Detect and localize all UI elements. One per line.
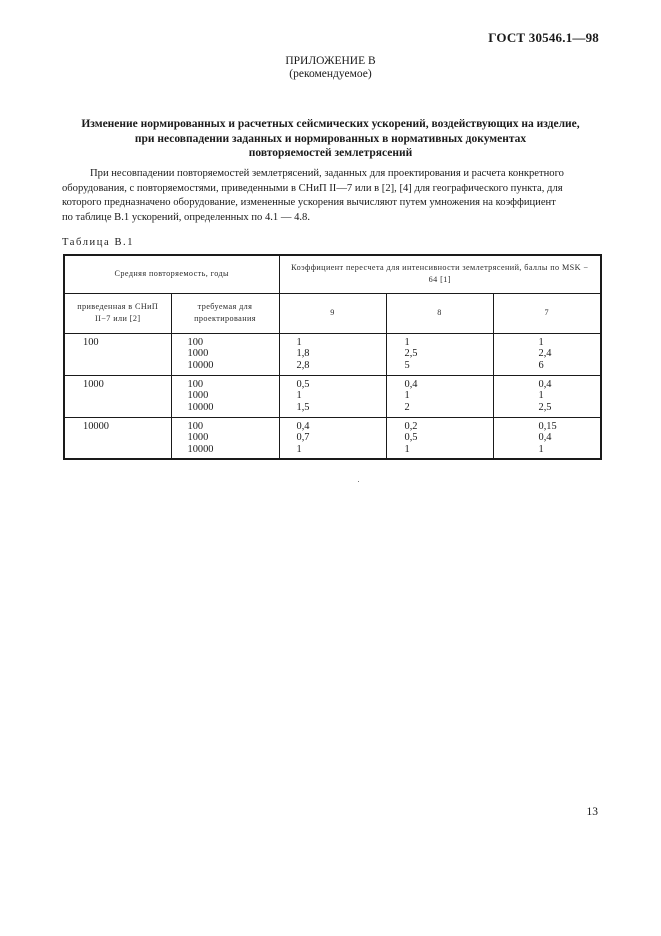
paragraph-line: При несовпадении повторяемостей землетрясений, заданных для проектирования и расчета конкретного <box>90 168 564 179</box>
cell-k9: 0,4 0,7 1 <box>279 417 386 459</box>
appendix-subtitle: (рекомендуемое) <box>289 68 372 80</box>
appendix-title: ПРИЛОЖЕНИЕ В <box>285 55 376 67</box>
cell-k9: 0,5 1 1,5 <box>279 375 386 417</box>
body-paragraph <box>62 167 602 225</box>
cell-given: 1000 <box>64 375 171 417</box>
paragraph-line: оборудования, с повторяемостями, приведенными в СНиП II—7 или в [2], [4] для географического пункта, для <box>62 182 563 194</box>
paragraph-line: по таблице В.1 ускорений, определенных по 4.1 — 4.8. <box>62 211 310 223</box>
header-intensity-9: 9 <box>279 293 386 333</box>
cell-k8: 1 2,5 5 <box>386 333 493 375</box>
document-code: ГОСТ 30546.1—98 <box>488 30 599 45</box>
cell-required: 100 1000 10000 <box>171 417 279 459</box>
table-subheader-row <box>64 293 601 333</box>
heading-line: при несовпадении заданных и нормированных в нормативных документах <box>134 132 527 145</box>
cell-required: 100 1000 10000 <box>171 375 279 417</box>
page-number: 13 <box>586 806 598 818</box>
cell-k7: 0,15 0,4 1 <box>493 417 601 459</box>
table-row <box>64 375 601 417</box>
header-required-for-design: требуемая для проектирования <box>171 293 279 333</box>
header-average-recurrence: Средняя повторяемость, годы <box>64 255 279 293</box>
header-intensity-7: 7 <box>493 293 601 333</box>
table-row <box>64 333 601 375</box>
paragraph-line: которого предназначено оборудование, измененные ускорения вычисляют путем умножения на коэффициент <box>62 197 556 208</box>
table-caption: Таблица В.1 <box>62 237 135 248</box>
table-row <box>64 417 601 459</box>
cell-k7: 0,4 1 2,5 <box>493 375 601 417</box>
section-heading <box>70 117 591 161</box>
heading-line: повторяемостей землетрясений <box>248 147 413 159</box>
appendix-block <box>0 55 661 81</box>
cell-required: 100 1000 10000 <box>171 333 279 375</box>
header-conversion-coefficient: Коэффициент пересчета для интенсивности землетрясений, баллы по MSK − 64 [1] <box>279 255 601 293</box>
header-intensity-8: 8 <box>386 293 493 333</box>
cell-k9: 1 1,8 2,8 <box>279 333 386 375</box>
cell-k7: 1 2,4 6 <box>493 333 601 375</box>
cell-given: 10000 <box>64 417 171 459</box>
coefficient-table <box>63 254 602 460</box>
cell-k8: 0,2 0,5 1 <box>386 417 493 459</box>
cell-k8: 0,4 1 2 <box>386 375 493 417</box>
table-header-row <box>64 255 601 293</box>
cell-given: 100 <box>64 333 171 375</box>
scan-speck <box>358 481 359 482</box>
heading-line: Изменение нормированных и расчетных сейсмических ускорений, воздействующих на изделие, <box>81 118 580 130</box>
header-given-in-snip: приведенная в СНиП II−7 или [2] <box>64 293 171 333</box>
